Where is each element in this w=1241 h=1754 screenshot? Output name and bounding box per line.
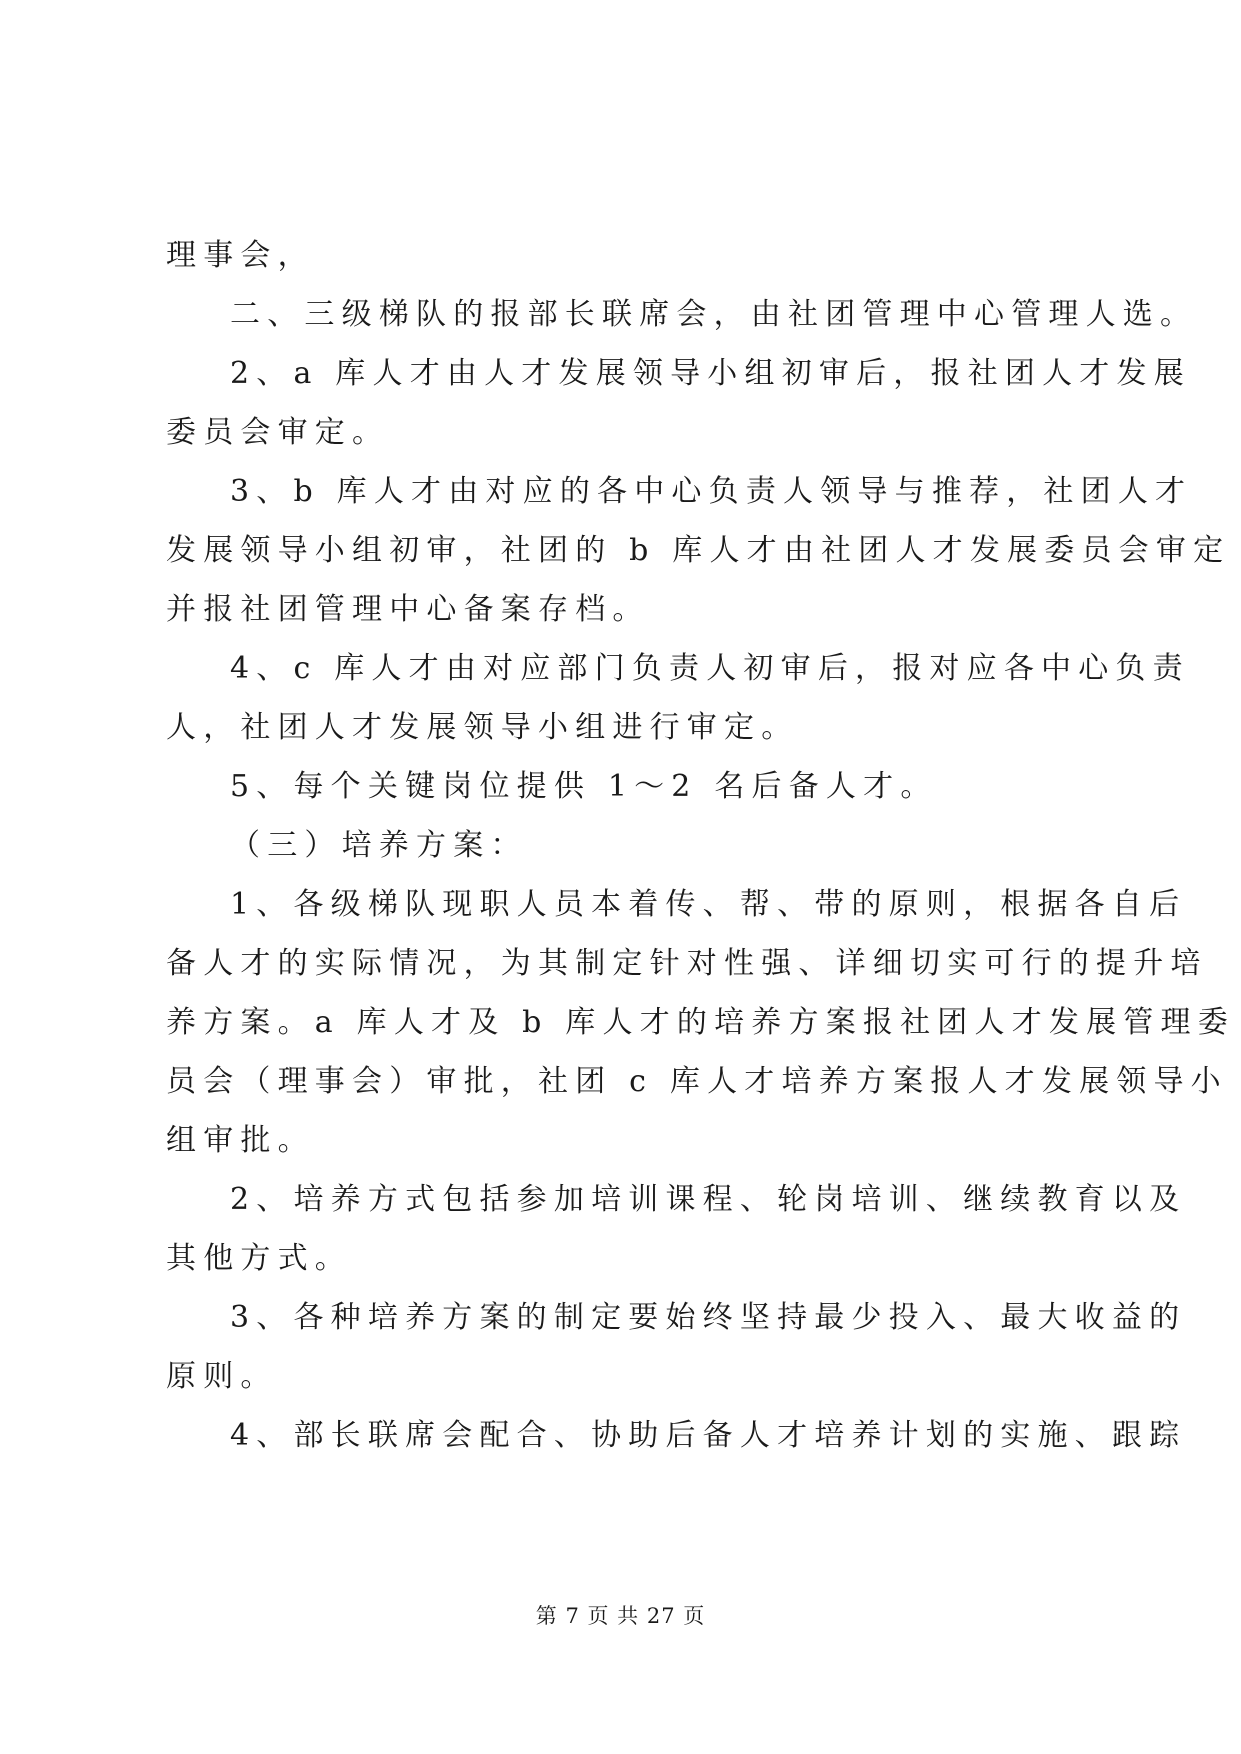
text-line: 并报社团管理中心备案存档。 (166, 592, 650, 627)
text-line: 2、培养方式包括参加培训课程、轮岗培训、继续教育以及 (230, 1182, 1187, 1217)
text-line: 1、各级梯队现职人员本着传、帮、带的原则，根据各自后 (230, 887, 1187, 922)
text-line: 5、每个关键岗位提供 1～2 名后备人才。 (230, 769, 938, 804)
text-line: 备人才的实际情况，为其制定针对性强、详细切实可行的提升培 (166, 946, 1208, 981)
text-line: 3、各种培养方案的制定要始终坚持最少投入、最大收益的 (230, 1300, 1187, 1335)
document-body (166, 226, 1235, 1465)
text-line: 4、部长联席会配合、协助后备人才培养计划的实施、跟踪 (230, 1418, 1187, 1453)
text-line: 原则。 (166, 1359, 278, 1394)
text-line: 养方案。a 库人才及 b 库人才的培养方案报社团人才发展管理委 (166, 1005, 1235, 1040)
text-line: 组审批。 (166, 1123, 315, 1158)
text-line: 发展领导小组初审，社团的 b 库人才由社团人才发展委员会审定 (166, 533, 1231, 568)
text-line: 理事会， (166, 238, 315, 273)
text-line: 员会（理事会）审批，社团 c 库人才培养方案报人才发展领导小 (166, 1064, 1228, 1099)
text-line: 其他方式。 (166, 1241, 352, 1276)
text-line: 委员会审定。 (166, 415, 390, 450)
text-line: 3、b 库人才由对应的各中心负责人领导与推荐，社团人才 (230, 474, 1193, 509)
text-line: 人，社团人才发展领导小组进行审定。 (166, 710, 799, 745)
text-line: 2、a 库人才由人才发展领导小组初审后，报社团人才发展 (230, 356, 1191, 391)
page-number: 第 7 页 共 27 页 (535, 1604, 706, 1628)
section-heading: （三）培养方案： (230, 828, 528, 863)
text-line: 4、c 库人才由对应部门负责人初审后，报对应各中心负责 (230, 651, 1190, 686)
text-line: 二、三级梯队的报部长联席会，由社团管理中心管理人选。 (230, 297, 1198, 332)
